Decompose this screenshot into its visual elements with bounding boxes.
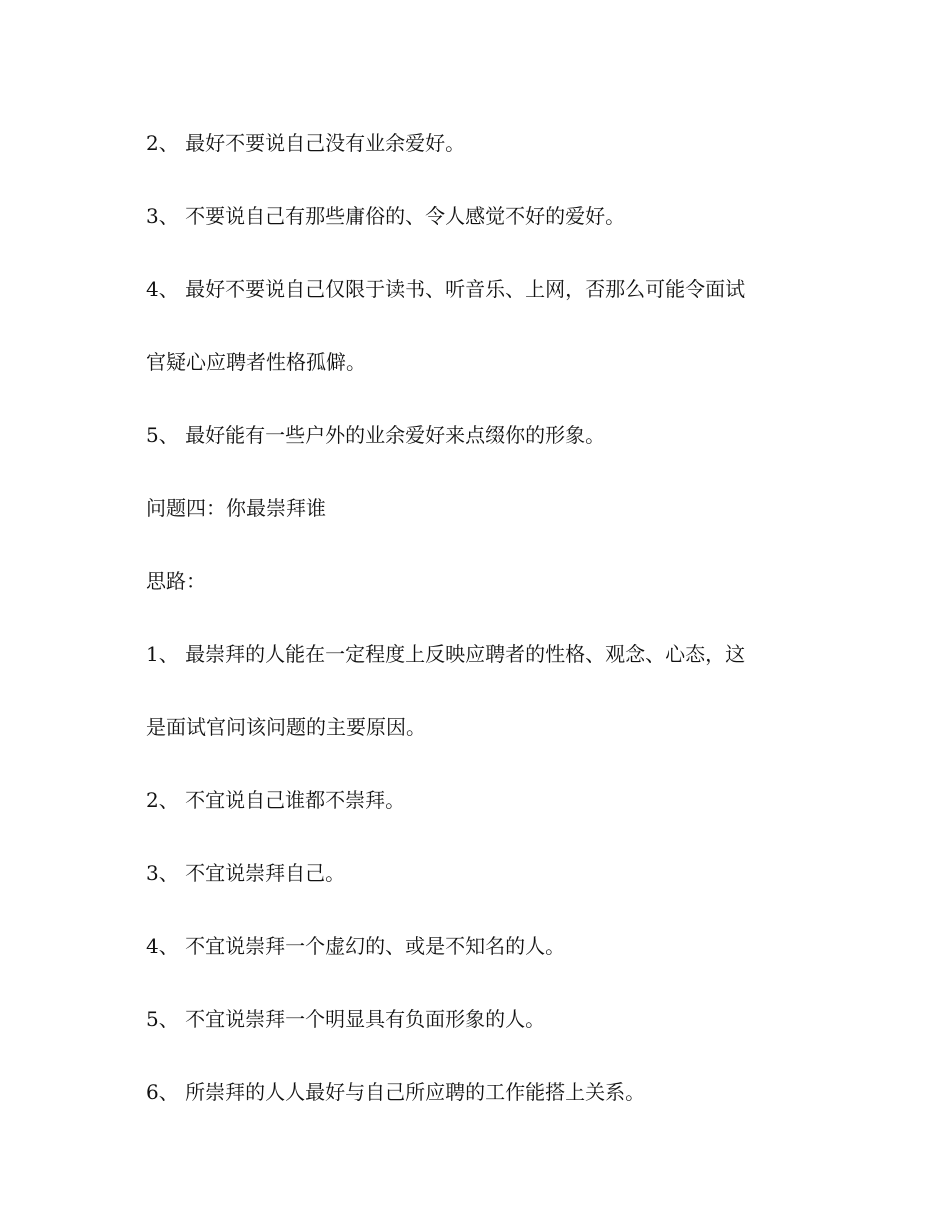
paragraph-line: 2、 不宜说自己谁都不崇拜。 (146, 788, 406, 812)
paragraph-line: 4、 不宜说崇拜一个虚幻的、或是不知名的人。 (146, 934, 566, 958)
paragraph-line: 是面试官问该问题的主要原因。 (146, 715, 426, 739)
paragraph-line: 官疑心应聘者性格孤僻。 (146, 350, 366, 374)
approach-label: 思路： (146, 569, 206, 593)
paragraph-line: 3、 不宜说崇拜自己。 (146, 861, 346, 885)
paragraph-line: 6、 所崇拜的人人最好与自己所应聘的工作能搭上关系。 (146, 1080, 646, 1104)
paragraph-line: 4、 最好不要说自己仅限于读书、听音乐、上网，否那么可能令面试 (146, 277, 746, 301)
paragraph-line: 5、 最好能有一些户外的业余爱好来点缀你的形象。 (146, 423, 606, 447)
paragraph-line: 2、 最好不要说自己没有业余爱好。 (146, 131, 466, 155)
paragraph-line: 1、 最崇拜的人能在一定程度上反映应聘者的性格、观念、心态，这 (146, 642, 746, 666)
question-heading: 问题四：你最崇拜谁 (146, 496, 326, 520)
paragraph-line: 5、 不宜说崇拜一个明显具有负面形象的人。 (146, 1007, 546, 1031)
paragraph-line: 3、 不要说自己有那些庸俗的、令人感觉不好的爱好。 (146, 204, 626, 228)
